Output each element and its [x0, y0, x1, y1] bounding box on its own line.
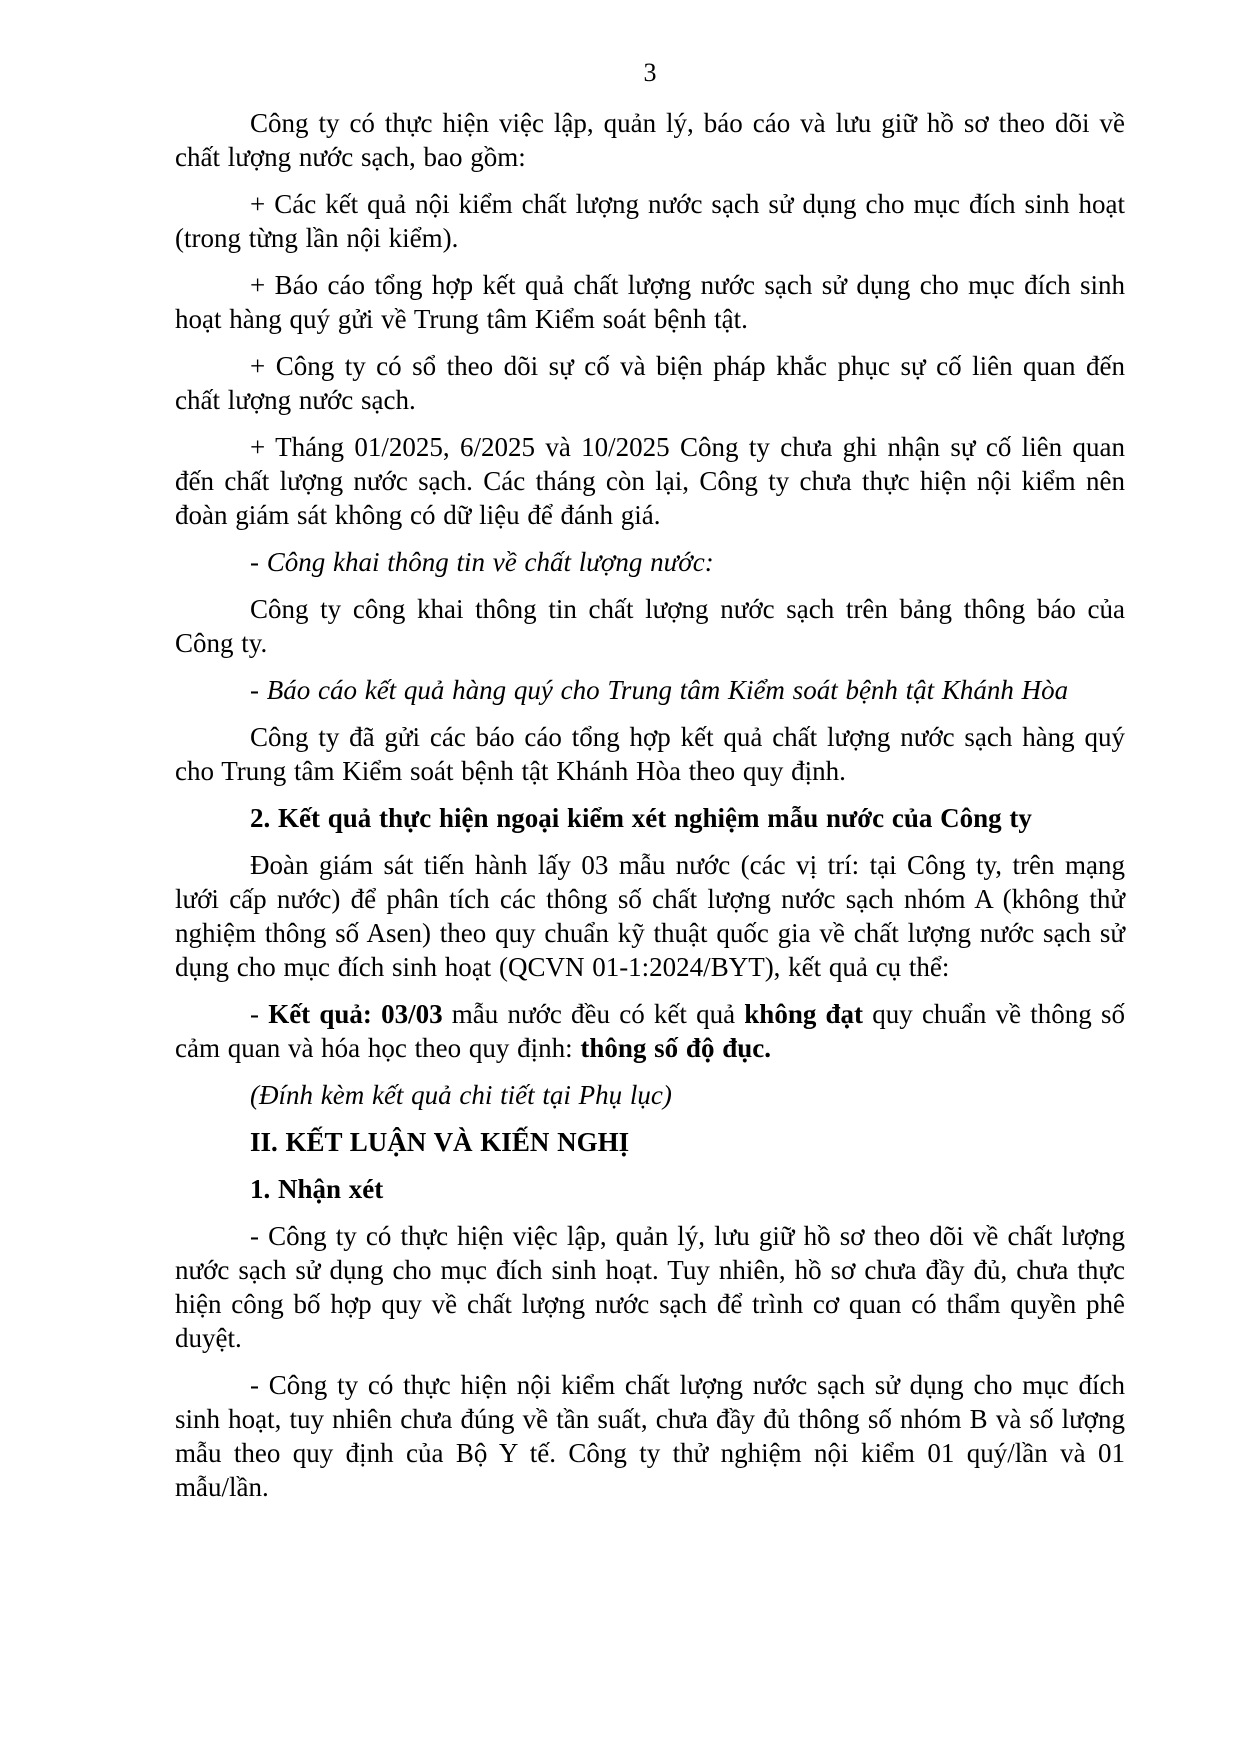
text-run: + Báo cáo tổng hợp kết quả chất lượng nước sạch sử dụng cho mục đích sinh hoạt hàng quý gửi về Trung tâm Kiểm soát bệnh tật.	[175, 270, 1125, 334]
section-heading	[175, 1172, 1125, 1206]
paragraph	[175, 545, 1125, 579]
paragraph	[175, 349, 1125, 417]
text-run: II. KẾT LUẬN VÀ KIẾN NGHỊ	[250, 1127, 630, 1157]
text-run: quy chuẩn về thông số cảm quan và hóa học theo quy định:	[175, 999, 1125, 1063]
paragraph	[175, 848, 1125, 984]
paragraph	[175, 720, 1125, 788]
text-run: + Công ty có sổ theo dõi sự cố và biện pháp khắc phục sự cố liên quan đến chất lượng nước sạch.	[175, 351, 1125, 415]
text-run: - Công ty có thực hiện việc lập, quản lý, lưu giữ hồ sơ theo dõi về chất lượng nước sạch sử dụng cho mục đích sinh hoạt. Tuy nhiên, hồ sơ chưa đầy đủ, chưa thực hiện công bố hợp quy về chất lượng nước sạch để trình cơ quan có thẩm quyền phê duyệt.	[175, 1221, 1125, 1353]
text-run: Công ty đã gửi các báo cáo tổng hợp kết quả chất lượng nước sạch hàng quý cho Trung tâm Kiểm soát bệnh tật Khánh Hòa theo quy định.	[175, 722, 1125, 786]
text-run: - Công khai thông tin về chất lượng nước:	[250, 547, 714, 577]
text-run: không đạt	[744, 999, 864, 1029]
text-run: + Các kết quả nội kiểm chất lượng nước sạch sử dụng cho mục đích sinh hoạt (trong từng lần nội kiểm).	[175, 189, 1125, 253]
paragraph	[175, 187, 1125, 255]
text-run: -	[250, 999, 269, 1029]
section-heading	[175, 1125, 1125, 1159]
text-run: Công ty công khai thông tin chất lượng nước sạch trên bảng thông báo của Công ty.	[175, 594, 1125, 658]
paragraph	[175, 592, 1125, 660]
text-run: + Tháng 01/2025, 6/2025 và 10/2025 Công ty chưa ghi nhận sự cố liên quan đến chất lượng nước sạch. Các tháng còn lại, Công ty chưa thực hiện nội kiểm nên đoàn giám sát không có dữ liệu để đánh giá.	[175, 432, 1125, 530]
page-number: 3	[643, 58, 657, 87]
text-run: 1. Nhận xét	[250, 1174, 384, 1204]
paragraph	[175, 268, 1125, 336]
document-body	[175, 106, 1125, 1504]
text-run: Đoàn giám sát tiến hành lấy 03 mẫu nước (các vị trí: tại Công ty, trên mạng lưới cấp nước) để phân tích các thông số chất lượng nước sạch nhóm A (không thử nghiệm thông số Asen) theo quy chuẩn kỹ thuật quốc gia về chất lượng nước sạch sử dụng cho mục đích sinh hoạt (QCVN 01-1:2024/BYT), kết quả cụ thể:	[175, 850, 1125, 982]
paragraph	[175, 1368, 1125, 1504]
text-run: (Đính kèm kết quả chi tiết tại Phụ lục)	[250, 1080, 672, 1110]
paragraph	[175, 1078, 1125, 1112]
text-run: mẫu nước đều có kết quả	[442, 999, 745, 1029]
paragraph	[175, 1219, 1125, 1355]
text-run: - Báo cáo kết quả hàng quý cho Trung tâm Kiểm soát bệnh tật Khánh Hòa	[250, 675, 1069, 705]
paragraph	[175, 997, 1125, 1065]
section-heading	[175, 801, 1125, 835]
text-run: Công ty có thực hiện việc lập, quản lý, báo cáo và lưu giữ hồ sơ theo dõi về chất lượng nước sạch, bao gồm:	[175, 108, 1125, 172]
paragraph	[175, 430, 1125, 532]
paragraph	[175, 673, 1125, 707]
paragraph	[175, 106, 1125, 174]
text-run: Kết quả: 03/03	[268, 999, 443, 1029]
text-run: 2. Kết quả thực hiện ngoại kiểm xét nghiệm mẫu nước của Công ty	[250, 803, 1032, 833]
text-run: - Công ty có thực hiện nội kiểm chất lượng nước sạch sử dụng cho mục đích sinh hoạt, tuy nhiên chưa đúng về tần suất, chưa đầy đủ thông số nhóm B và số lượng mẫu theo quy định của Bộ Y tế. Công ty thử nghiệm nội kiểm 01 quý/lần và 01 mẫu/lần.	[175, 1370, 1125, 1502]
text-run: thông số độ đục.	[580, 1033, 771, 1063]
